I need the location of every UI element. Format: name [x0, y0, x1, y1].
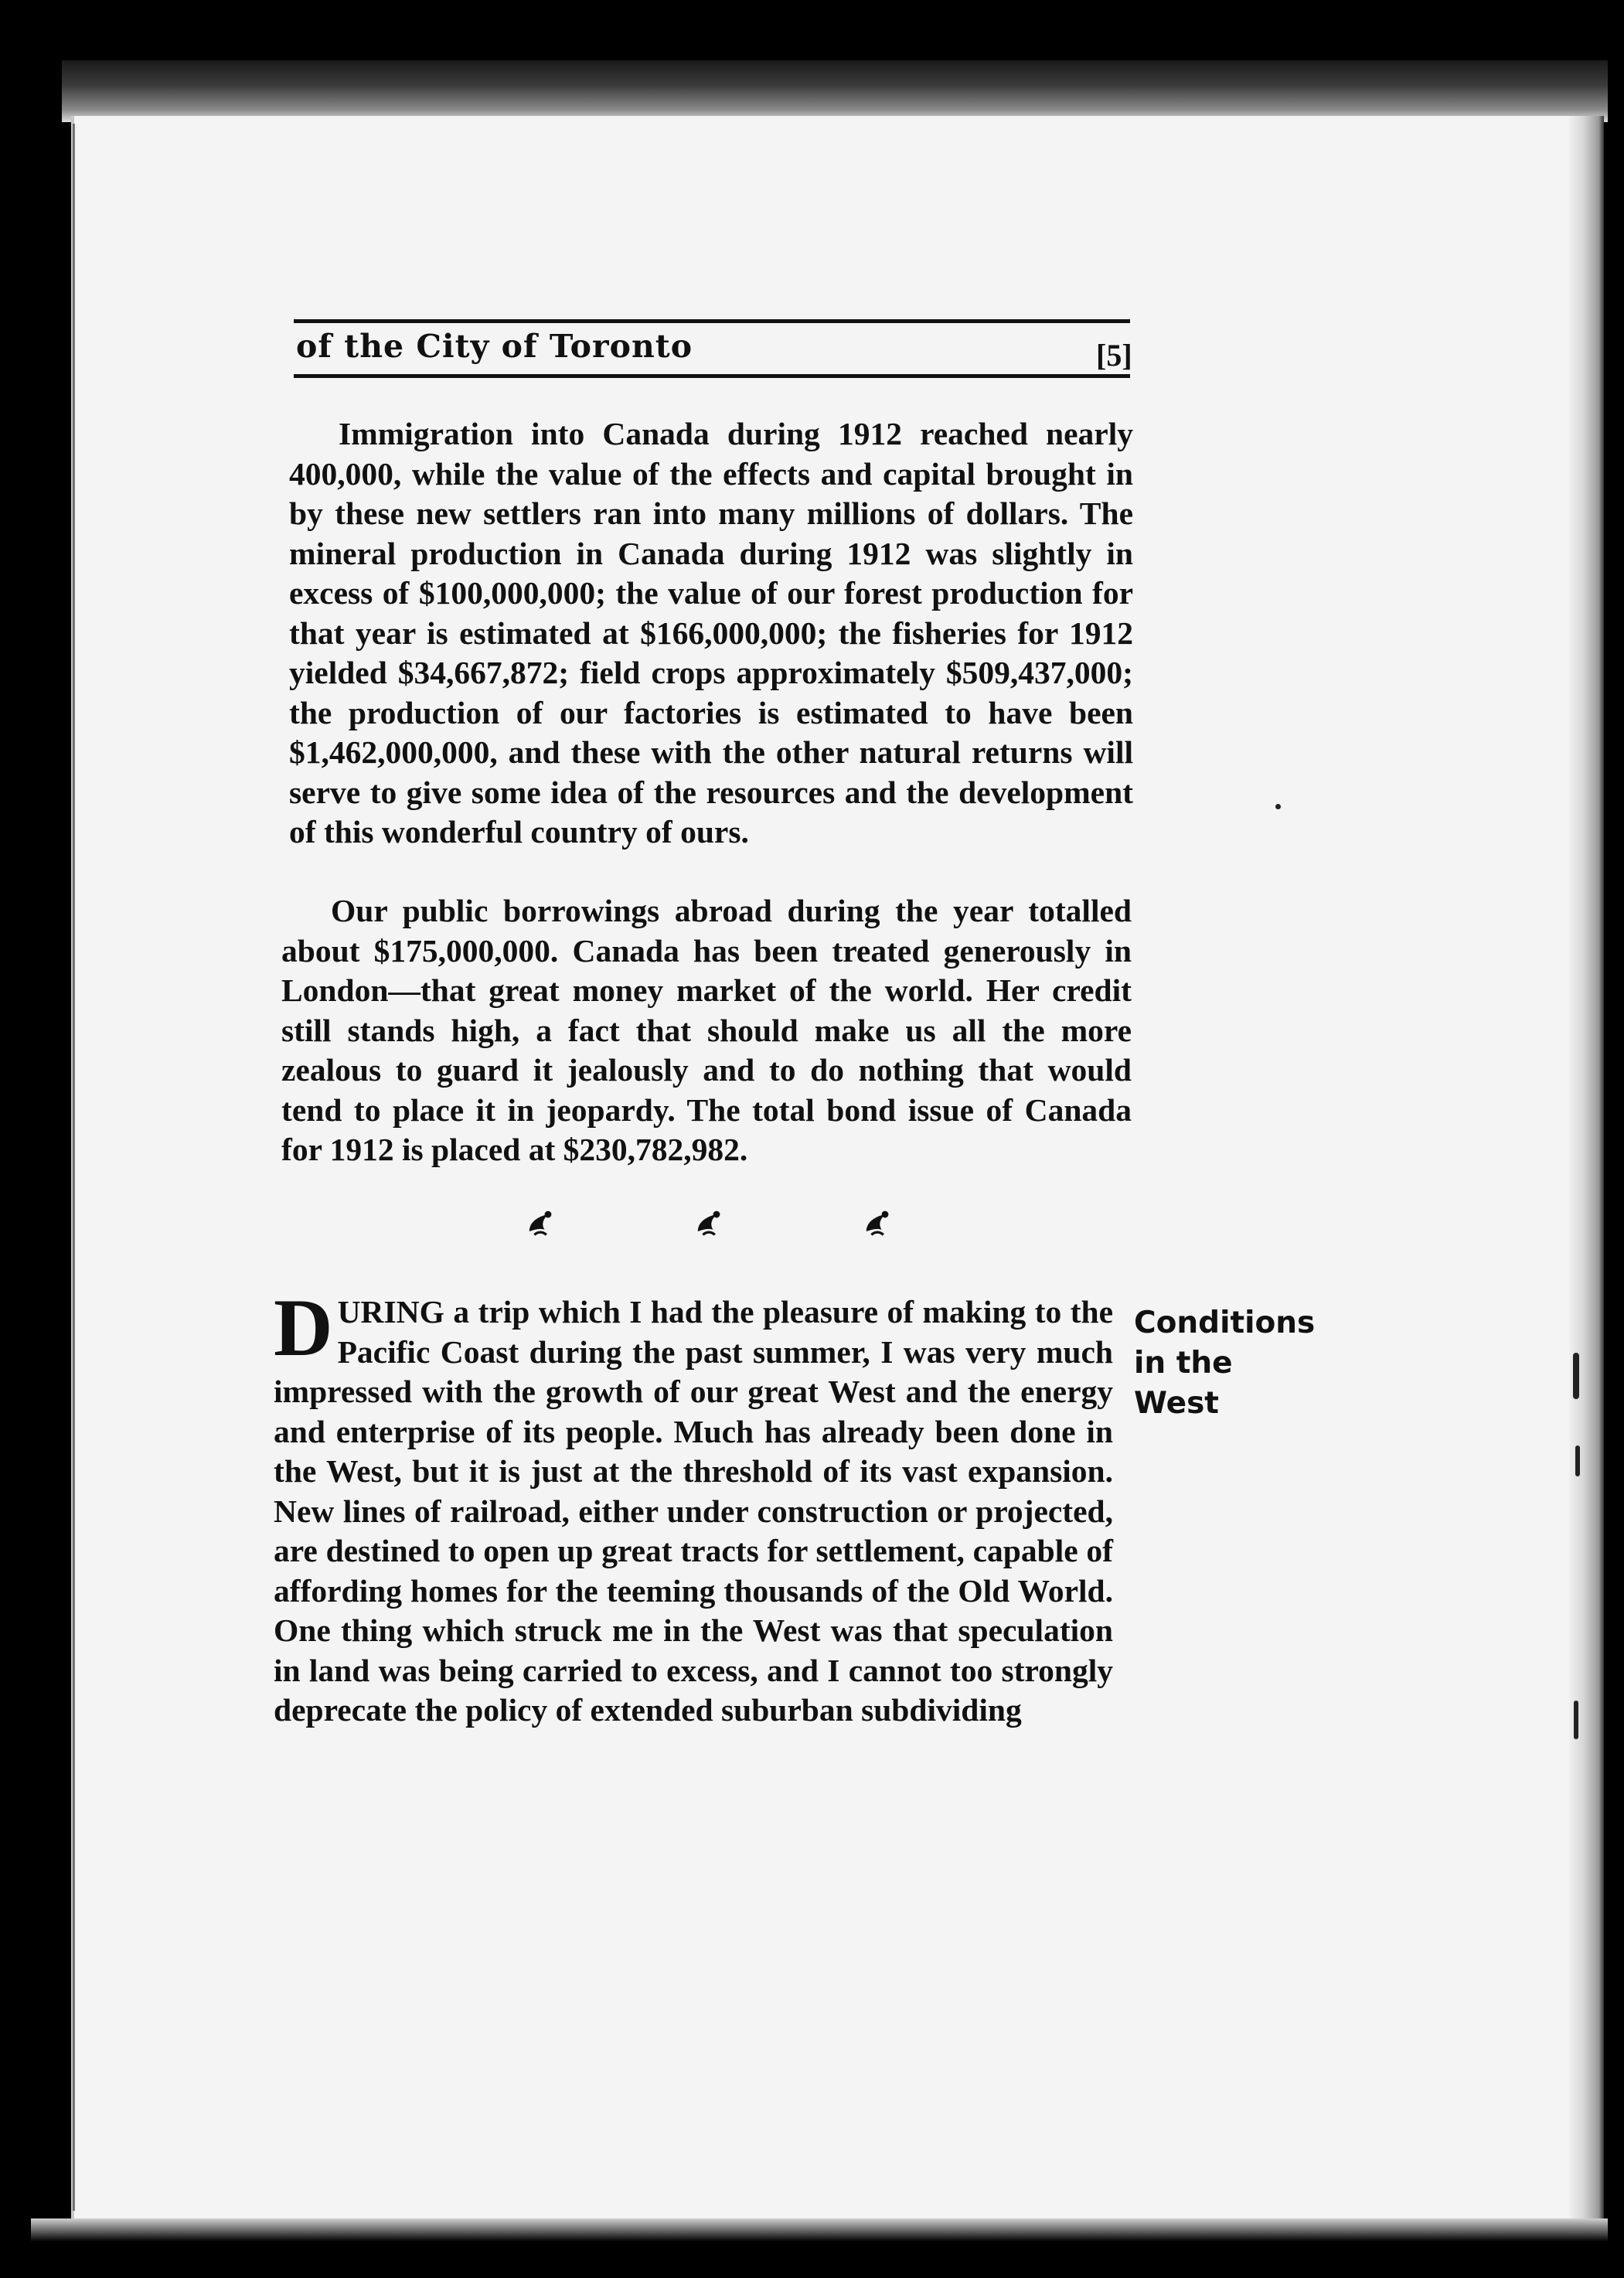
section-break-ornaments [523, 1206, 894, 1245]
paragraph-pacific-trip [274, 1282, 1113, 1731]
page-bottom-edge [31, 2218, 1608, 2242]
running-head-title: of the City of Toronto [296, 328, 693, 365]
scan-speck [1573, 1353, 1579, 1399]
fleuron-icon [860, 1206, 894, 1240]
binding-gutter [73, 124, 75, 2211]
fleuron-icon [523, 1206, 557, 1240]
marginal-note-line: West [1134, 1386, 1219, 1421]
fleuron-icon [691, 1206, 725, 1240]
scan-speck [1575, 1445, 1580, 1476]
page-right-edge [1569, 116, 1604, 2226]
header-rule-bottom [294, 374, 1130, 378]
scan-speck [1574, 1701, 1578, 1739]
paragraph-immigration: Immigration into Canada during 1912 reached nearly 400,000, while the value of the effects and capital brought in by these new settlers ran into many millions of dollars. The mineral production in Canada during 1912 was slightly in excess of $100,000,000; the value of our forest production for that year is estimated at $166,000,000; the fisheries for 1912 yielded $34,667,872; field crops approximately $509,437,000; the production of our factories is estimated to have been $1,462,000,000, and these with the other natural returns will serve to give some idea of the resources and the development of this wonderful country of ours. [289, 416, 1133, 850]
page-top-edge [62, 60, 1608, 122]
drop-cap: D [274, 1282, 333, 1373]
marginal-note-line: Conditions [1134, 1306, 1316, 1340]
paragraph-borrowings: Our public borrowings abroad during the year totalled about $175,000,000. Canada has been treated generously in London—that great money market of the world. Her credit still stands high, a fact that should make us all the more zealous to guard it jealously and to do nothing that would tend to place it in jeopardy. The total bond issue of Canada for 1912 is placed at $230,782,982. [281, 893, 1132, 1167]
marginal-note [1134, 1303, 1319, 1424]
scan-speck [1275, 804, 1281, 809]
marginal-note-line: in the [1134, 1346, 1233, 1381]
page-number: [5] [1096, 338, 1132, 373]
paragraph-pacific-trip-text: URING a trip which I had the pleasure of making to the Pacific Coast during the past summer, I was very much impressed with the growth of our great West and the energy and enterprise of its people. Much has already been done in the West, but it is just at the threshold of its vast expansion. New lines of railroad, either under construction or projected, are destined to open up great tracts for settlement, capable of affording homes for the teeming thousands of the Old World. One thing which struck me in the West was that speculation in land was being carried to excess, and I cannot too strongly deprecate the policy of extended suburban subdividing [274, 1294, 1113, 1728]
header-rule-top [294, 319, 1130, 323]
